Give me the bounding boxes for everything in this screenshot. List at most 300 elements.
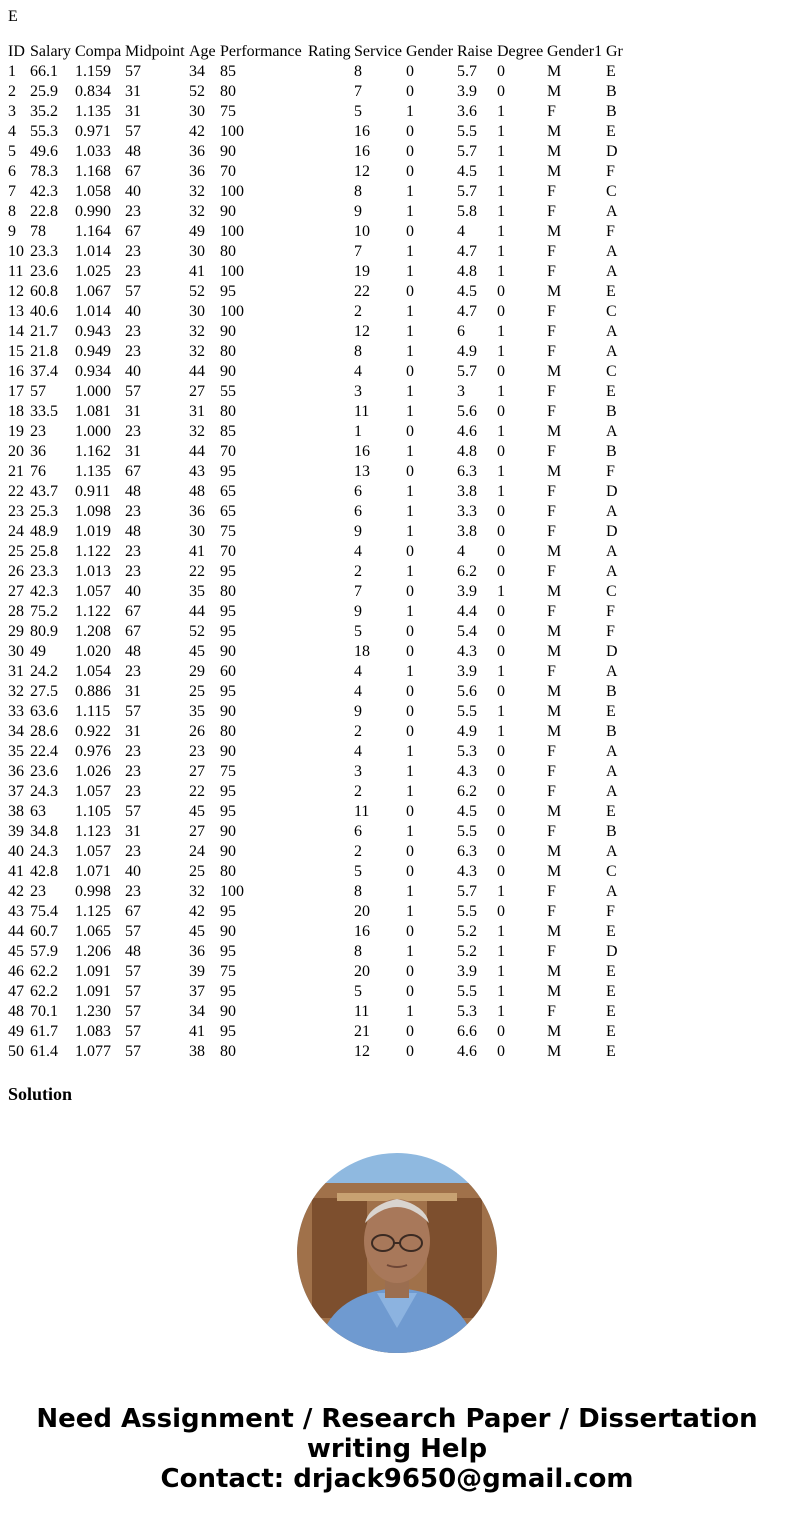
table-cell: 1	[406, 403, 414, 420]
table-cell: 1.135	[75, 103, 111, 120]
table-cell: 1	[497, 183, 505, 200]
table-row	[8, 902, 632, 922]
table-cell: 75	[220, 763, 236, 780]
table-cell: 23	[30, 883, 46, 900]
table-cell: 1	[497, 883, 505, 900]
table-cell: 39	[189, 963, 205, 980]
table-cell: 0	[497, 403, 505, 420]
table-cell: 48	[189, 483, 205, 500]
table-cell: 90	[220, 743, 236, 760]
table-cell	[308, 722, 354, 742]
table-cell: 80	[220, 723, 236, 740]
table-cell: 23	[8, 503, 24, 520]
table-cell: 1	[497, 1003, 505, 1020]
table-cell: 1.033	[75, 143, 111, 160]
table-cell: 3.3	[457, 503, 477, 520]
table-cell: M	[547, 963, 562, 980]
promo-banner	[0, 1404, 794, 1494]
table-cell: 12	[354, 1043, 370, 1060]
table-cell: 3.8	[457, 483, 477, 500]
table-cell: 36	[189, 943, 205, 960]
table-cell: 0	[497, 283, 505, 300]
table-cell: 1	[497, 723, 505, 740]
table-cell: 2	[354, 723, 362, 740]
table-cell: 0	[497, 1043, 505, 1060]
table-cell: M	[547, 423, 562, 440]
table-cell: 55	[220, 383, 236, 400]
table-cell: B	[606, 403, 617, 420]
table-cell: 48	[8, 1003, 24, 1020]
table-cell: E	[606, 983, 616, 1000]
table-cell: 1	[497, 203, 505, 220]
table-cell: F	[606, 463, 615, 480]
table-cell: 42	[189, 903, 205, 920]
table-cell: 0	[406, 543, 414, 560]
table-cell: 2	[354, 563, 362, 580]
table-cell: 1	[406, 903, 414, 920]
table-cell: 1.091	[75, 983, 111, 1000]
table-cell: 0.990	[75, 203, 111, 220]
table-cell: 1.026	[75, 763, 111, 780]
table-cell: 1	[497, 963, 505, 980]
table-cell: 57	[125, 703, 141, 720]
table-row	[8, 102, 632, 122]
table-cell: 43.7	[30, 483, 58, 500]
table-cell: 1	[406, 603, 414, 620]
table-cell: 5	[354, 623, 362, 640]
table-cell: 3.9	[457, 663, 477, 680]
table-cell: 0.949	[75, 343, 111, 360]
employee-data-table	[8, 42, 632, 1062]
table-cell: 16	[354, 443, 370, 460]
table-cell: 75.2	[30, 603, 58, 620]
table-cell: 57	[30, 383, 46, 400]
table-cell: M	[547, 683, 562, 700]
table-cell: 48.9	[30, 523, 58, 540]
table-cell: 100	[220, 883, 244, 900]
table-cell: 5.5	[457, 983, 477, 1000]
table-cell: 4.7	[457, 303, 477, 320]
table-cell: 90	[220, 1003, 236, 1020]
table-cell: A	[606, 243, 618, 260]
table-cell: 8	[354, 943, 362, 960]
table-cell: 48	[125, 143, 141, 160]
table-cell: M	[547, 363, 562, 380]
table-cell: 45	[8, 943, 24, 960]
table-cell: 1.077	[75, 1043, 111, 1060]
table-cell: 1	[406, 303, 414, 320]
table-cell: 23.3	[30, 243, 58, 260]
table-cell: 16	[354, 923, 370, 940]
table-cell: 6.3	[457, 463, 477, 480]
table-cell: 0	[497, 623, 505, 640]
table-cell: 12	[354, 163, 370, 180]
table-cell: 0	[497, 803, 505, 820]
table-cell	[308, 222, 354, 242]
table-cell: 49	[8, 1023, 24, 1040]
table-cell: 28	[8, 603, 24, 620]
table-cell: F	[547, 103, 556, 120]
table-cell: F	[547, 743, 556, 760]
table-cell: 0	[406, 803, 414, 820]
table-cell: 5.5	[457, 903, 477, 920]
table-cell: 0	[406, 143, 414, 160]
table-cell: 0	[497, 83, 505, 100]
table-cell: 0	[406, 583, 414, 600]
table-cell: 63	[30, 803, 46, 820]
table-cell	[308, 642, 354, 662]
table-cell: 1.000	[75, 423, 111, 440]
table-cell: 52	[189, 623, 205, 640]
table-cell: 95	[220, 563, 236, 580]
table-cell: M	[547, 223, 562, 240]
header-rating: Rating	[308, 43, 351, 60]
table-cell: 0	[406, 83, 414, 100]
table-cell	[308, 102, 354, 122]
table-cell: 80	[220, 403, 236, 420]
table-cell: 70.1	[30, 1003, 58, 1020]
table-cell: 18	[354, 643, 370, 660]
table-cell: 67	[125, 603, 141, 620]
table-cell: 4.8	[457, 443, 477, 460]
table-cell: A	[606, 543, 618, 560]
table-cell	[308, 742, 354, 762]
table-cell	[308, 762, 354, 782]
table-cell	[308, 422, 354, 442]
table-cell: 23	[30, 423, 46, 440]
table-cell: 100	[220, 123, 244, 140]
table-cell	[308, 662, 354, 682]
table-cell: 8	[354, 343, 362, 360]
table-cell: 28.6	[30, 723, 58, 740]
table-cell: 24.3	[30, 783, 58, 800]
table-cell: 25	[8, 543, 24, 560]
table-cell: M	[547, 723, 562, 740]
table-cell	[308, 822, 354, 842]
table-cell: A	[606, 763, 618, 780]
table-cell: 0	[497, 643, 505, 660]
table-cell: 1.013	[75, 563, 111, 580]
table-cell	[308, 882, 354, 902]
promo-line-2: writing Help	[306, 1434, 488, 1464]
table-cell: 13	[8, 303, 24, 320]
table-cell: F	[547, 503, 556, 520]
table-cell: 95	[220, 783, 236, 800]
table-cell: 1.065	[75, 923, 111, 940]
table-cell: 31	[125, 403, 141, 420]
table-cell: 95	[220, 683, 236, 700]
table-cell: 3.6	[457, 103, 477, 120]
table-cell: 40	[125, 363, 141, 380]
table-cell	[308, 402, 354, 422]
table-cell: 4	[457, 223, 465, 240]
table-cell: 4.6	[457, 1043, 477, 1060]
table-cell: 4.5	[457, 163, 477, 180]
table-cell: 0	[497, 603, 505, 620]
table-row	[8, 502, 632, 522]
table-cell: A	[606, 503, 618, 520]
table-cell: M	[547, 63, 562, 80]
table-row	[8, 602, 632, 622]
table-cell	[308, 382, 354, 402]
table-cell: F	[547, 403, 556, 420]
table-cell: 90	[220, 203, 236, 220]
table-cell: 1.208	[75, 623, 111, 640]
table-cell: 1	[406, 563, 414, 580]
table-cell: 11	[354, 403, 370, 420]
table-cell: 25	[189, 863, 205, 880]
table-cell	[308, 202, 354, 222]
table-cell: 23	[125, 243, 141, 260]
table-cell: E	[606, 803, 616, 820]
table-cell	[308, 262, 354, 282]
table-cell: 100	[220, 263, 244, 280]
table-cell: 80	[220, 83, 236, 100]
table-cell: 36	[189, 143, 205, 160]
table-cell: 40	[125, 583, 141, 600]
table-row	[8, 322, 632, 342]
table-cell: 0	[406, 643, 414, 660]
table-cell: 23	[125, 663, 141, 680]
table-cell: 0	[497, 783, 505, 800]
table-cell: C	[606, 863, 617, 880]
table-cell: 9	[354, 603, 362, 620]
table-cell: 0	[497, 863, 505, 880]
table-cell: 4.9	[457, 343, 477, 360]
table-cell: 38	[189, 1043, 205, 1060]
table-cell: A	[606, 423, 618, 440]
table-cell: 24	[8, 523, 24, 540]
table-row	[8, 882, 632, 902]
header-gender: Gender	[406, 43, 454, 60]
table-row	[8, 362, 632, 382]
table-cell: 2	[354, 783, 362, 800]
table-row	[8, 682, 632, 702]
table-cell: 63.6	[30, 703, 58, 720]
table-cell: 67	[125, 223, 141, 240]
table-cell: 48	[125, 483, 141, 500]
table-cell: D	[606, 143, 618, 160]
table-row	[8, 262, 632, 282]
table-cell	[308, 702, 354, 722]
table-cell: 26	[8, 563, 24, 580]
table-cell: 36	[8, 763, 24, 780]
table-cell: A	[606, 783, 618, 800]
table-cell	[308, 362, 354, 382]
table-cell: 66.1	[30, 63, 58, 80]
table-cell: 57.9	[30, 943, 58, 960]
table-cell: 0	[406, 283, 414, 300]
table-cell: E	[606, 1043, 616, 1060]
table-cell	[308, 82, 354, 102]
table-row	[8, 582, 632, 602]
table-cell: 1	[497, 323, 505, 340]
table-cell: E	[606, 1023, 616, 1040]
table-cell: 23.3	[30, 563, 58, 580]
table-cell: 57	[125, 923, 141, 940]
table-cell: 1.168	[75, 163, 111, 180]
table-cell: 90	[220, 323, 236, 340]
table-cell: M	[547, 283, 562, 300]
table-cell: 50	[8, 1043, 24, 1060]
table-cell: 12	[8, 283, 24, 300]
table-cell: 0	[406, 223, 414, 240]
table-cell: 0	[497, 443, 505, 460]
table-row	[8, 702, 632, 722]
table-cell: 23	[125, 883, 141, 900]
table-cell: 0.911	[75, 483, 111, 500]
table-cell: 30	[189, 103, 205, 120]
table-cell: 0	[406, 623, 414, 640]
table-cell: 1	[497, 943, 505, 960]
table-cell: M	[547, 123, 562, 140]
table-cell: 0	[406, 683, 414, 700]
table-cell: 57	[125, 1043, 141, 1060]
table-cell: C	[606, 303, 617, 320]
table-cell: 24.2	[30, 663, 58, 680]
table-cell: 22.4	[30, 743, 58, 760]
table-cell: 33	[8, 703, 24, 720]
table-cell: 70	[220, 163, 236, 180]
table-cell	[308, 502, 354, 522]
table-cell: 0.976	[75, 743, 111, 760]
table-cell: E	[606, 123, 616, 140]
table-cell: 0	[497, 903, 505, 920]
table-cell: A	[606, 323, 618, 340]
table-cell: 47	[8, 983, 24, 1000]
table-cell: 1	[497, 263, 505, 280]
table-cell: 3.9	[457, 583, 477, 600]
table-cell: 20	[354, 963, 370, 980]
table-cell: 5.7	[457, 883, 477, 900]
table-cell: 41	[8, 863, 24, 880]
table-cell: 44	[189, 603, 205, 620]
table-cell: 27	[189, 823, 205, 840]
table-cell	[308, 902, 354, 922]
promo-line-3: Contact: drjack9650@gmail.com	[160, 1464, 634, 1494]
table-cell: 6.2	[457, 563, 477, 580]
table-cell: 4.9	[457, 723, 477, 740]
table-cell: 23	[125, 843, 141, 860]
table-cell: 22	[189, 563, 205, 580]
table-cell: 16	[354, 143, 370, 160]
table-cell: 1.164	[75, 223, 111, 240]
table-cell: 2	[354, 303, 362, 320]
table-row	[8, 762, 632, 782]
table-cell: F	[606, 223, 615, 240]
table-row	[8, 222, 632, 242]
table-cell: 35	[189, 583, 205, 600]
table-cell: 5.5	[457, 823, 477, 840]
table-cell: 4.3	[457, 643, 477, 660]
table-cell: M	[547, 863, 562, 880]
table-cell: 60	[220, 663, 236, 680]
table-cell: 11	[354, 803, 370, 820]
table-row	[8, 722, 632, 742]
table-cell: 40.6	[30, 303, 58, 320]
table-cell: 0	[406, 463, 414, 480]
table-cell: 23	[125, 543, 141, 560]
table-cell: 27.5	[30, 683, 58, 700]
table-cell: 1.098	[75, 503, 111, 520]
table-cell	[308, 182, 354, 202]
table-cell: 1.125	[75, 903, 111, 920]
table-cell: F	[547, 603, 556, 620]
table-cell: 1	[497, 223, 505, 240]
table-cell: M	[547, 843, 562, 860]
table-cell: F	[547, 783, 556, 800]
table-cell: 1	[406, 383, 414, 400]
table-cell: 19	[8, 423, 24, 440]
table-cell: 0	[406, 703, 414, 720]
table-cell: 5.4	[457, 623, 477, 640]
table-cell: 1	[406, 883, 414, 900]
table-cell: 55.3	[30, 123, 58, 140]
table-cell: 41	[189, 1023, 205, 1040]
table-row	[8, 442, 632, 462]
table-cell: 42.8	[30, 863, 58, 880]
table-cell: 42	[8, 883, 24, 900]
table-cell: 6	[457, 323, 465, 340]
table-cell: 5.2	[457, 923, 477, 940]
table-cell: A	[606, 663, 618, 680]
table-row	[8, 122, 632, 142]
table-cell	[308, 942, 354, 962]
table-cell: 1	[497, 663, 505, 680]
table-cell: 0	[497, 843, 505, 860]
table-row	[8, 922, 632, 942]
table-cell: 1.000	[75, 383, 111, 400]
table-row	[8, 142, 632, 162]
table-cell: 1.206	[75, 943, 111, 960]
header-raise: Raise	[457, 43, 493, 60]
table-cell: 6.3	[457, 843, 477, 860]
table-cell: 0	[406, 163, 414, 180]
table-cell: 23	[189, 743, 205, 760]
table-cell: 80	[220, 863, 236, 880]
table-cell: 1	[406, 1003, 414, 1020]
table-cell: 95	[220, 983, 236, 1000]
table-cell: 49.6	[30, 143, 58, 160]
table-cell: 7	[354, 243, 362, 260]
table-cell: 5.7	[457, 63, 477, 80]
table-cell	[308, 442, 354, 462]
table-cell: F	[547, 343, 556, 360]
table-cell: F	[547, 303, 556, 320]
table-row	[8, 162, 632, 182]
header-id: ID	[8, 43, 25, 60]
table-cell: 5.6	[457, 403, 477, 420]
table-cell: 9	[354, 523, 362, 540]
table-cell: 5.7	[457, 183, 477, 200]
table-cell: M	[547, 83, 562, 100]
table-cell: 4.5	[457, 803, 477, 820]
table-cell: 29	[8, 623, 24, 640]
table-cell: F	[547, 483, 556, 500]
table-cell: A	[606, 203, 618, 220]
table-cell	[308, 282, 354, 302]
table-row	[8, 642, 632, 662]
table-cell	[308, 542, 354, 562]
table-cell: 38	[8, 803, 24, 820]
table-cell: 100	[220, 223, 244, 240]
table-cell: 78	[30, 223, 46, 240]
table-cell: 13	[354, 463, 370, 480]
header-salary: Salary	[30, 43, 71, 60]
table-cell: 1	[497, 103, 505, 120]
table-cell: 27	[8, 583, 24, 600]
table-cell: 61.4	[30, 1043, 58, 1060]
